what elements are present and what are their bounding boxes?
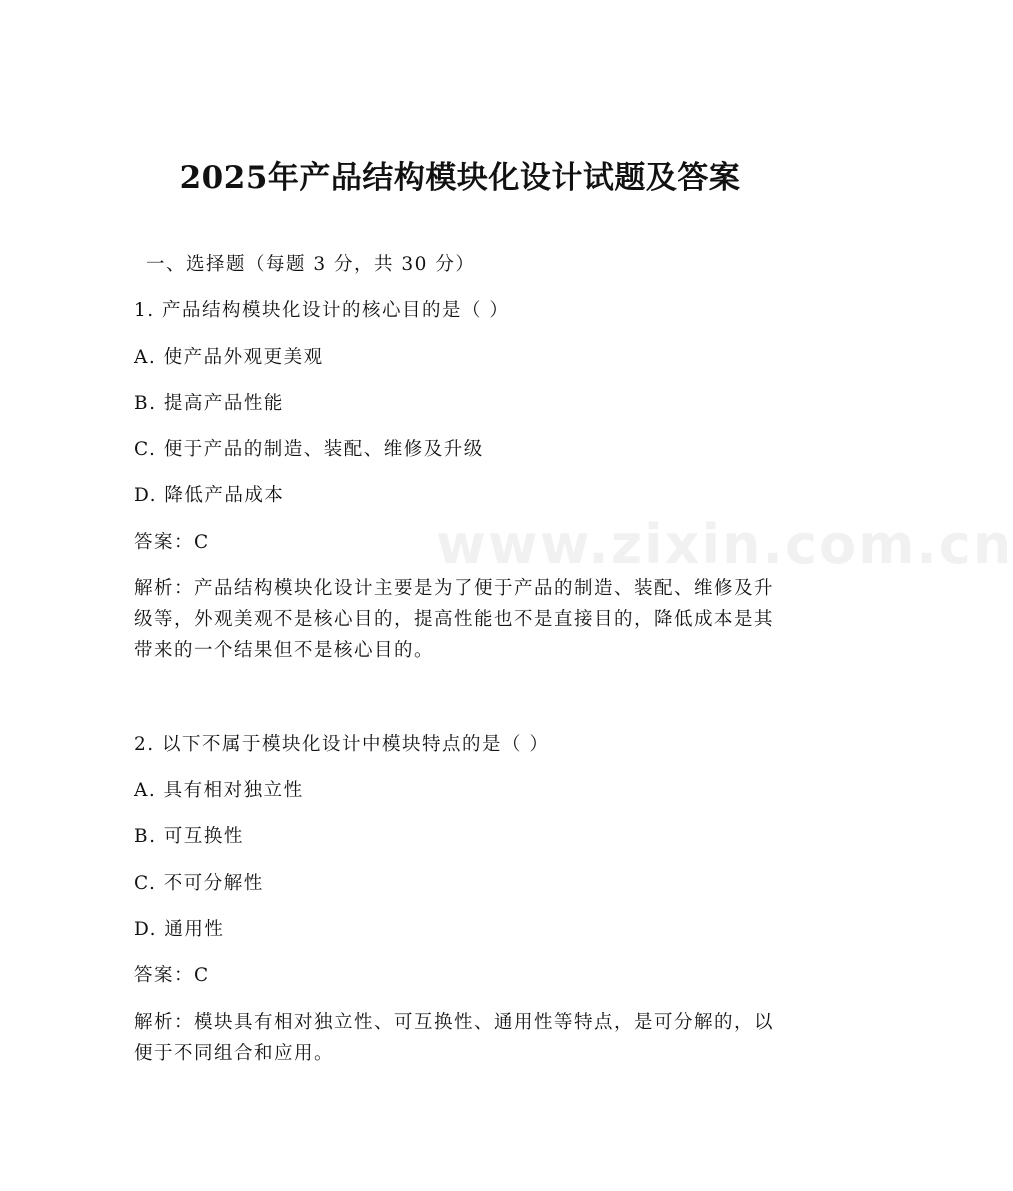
question-1-option-c: C. 便于产品的制造、装配、维修及升级 [134,439,484,460]
question-2-option-a: A. 具有相对独立性 [134,780,304,801]
question-2-stem: 2. 以下不属于模块化设计中模块特点的是（ ） [134,734,550,755]
watermark: www.zixin.com.cn [436,513,1013,576]
question-1-analysis: 解析：产品结构模块化设计主要是为了便于产品的制造、装配、维修及升级等，外观美观不是核心目的，提高性能也不是直接目的，降低成本是其带来的一个结果但不是核心目的。 [134,578,775,661]
question-1-answer: 答案：C [134,532,210,553]
question-1-option-a: A. 使产品外观更美观 [134,347,324,368]
question-2-analysis: 解析：模块具有相对独立性、可互换性、通用性等特点，是可分解的，以便于不同组合和应用。 [134,1012,775,1064]
question-1-stem: 1. 产品结构模块化设计的核心目的是（ ） [134,300,510,321]
question-2-option-b: B. 可互换性 [134,826,244,847]
question-2-option-d: D. 通用性 [134,919,225,940]
question-1-option-b: B. 提高产品性能 [134,393,284,414]
question-1-option-d: D. 降低产品成本 [134,485,285,506]
question-2-option-c: C. 不可分解性 [134,873,264,894]
section-heading: 一、选择题（每题 3 分，共 30 分） [146,254,476,275]
document-title: 2025年产品结构模块化设计试题及答案 [179,160,741,196]
question-2-answer: 答案：C [134,965,210,986]
